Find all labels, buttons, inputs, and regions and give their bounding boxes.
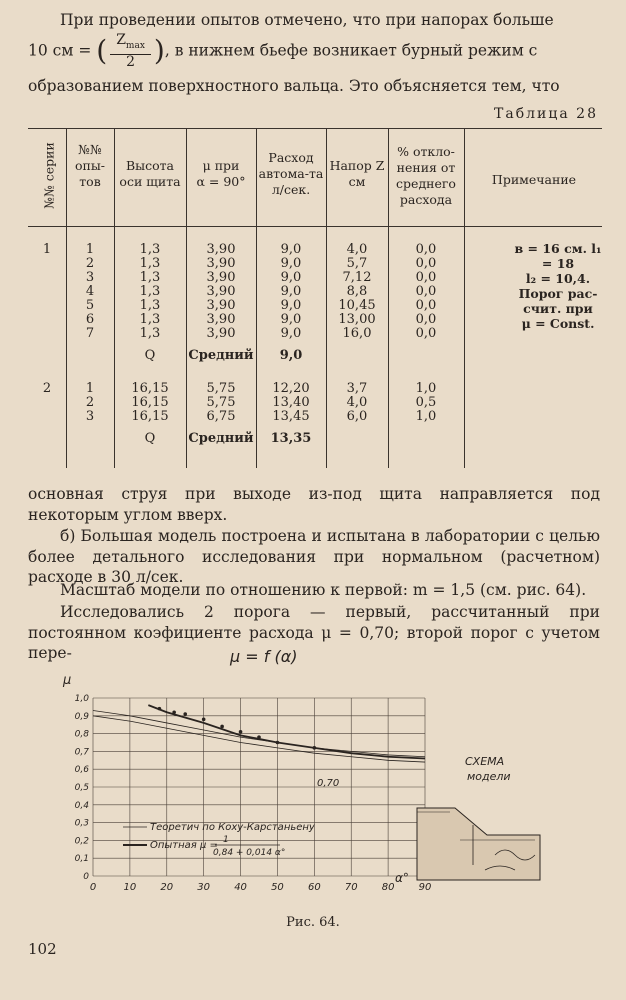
series-1-avg-value <box>258 349 324 363</box>
series-1-avg-value-text: 9,0 <box>279 348 303 363</box>
row-n: 3 <box>85 409 95 424</box>
y-tick-label: 0,3 <box>74 818 89 829</box>
x-tick-label: 0 <box>89 882 97 893</box>
row-d: 0,0 <box>415 284 437 299</box>
x-tick-label: 70 <box>344 882 358 893</box>
row-h: 1,3 <box>139 312 161 327</box>
header-mu-b: α = 90° <box>196 174 246 189</box>
data-point <box>239 730 243 734</box>
chart-title: μ = f (α) <box>230 647 298 666</box>
row-z: 13,00 <box>338 312 376 327</box>
col-sep-5 <box>326 128 327 468</box>
row-z: 8,8 <box>346 284 368 299</box>
x-tick-label: 90 <box>418 882 432 893</box>
body-paragraph-2: б) Большая модель построена и испытана в лаборатории с целью более детального исследования при нормальном (расчетном) расходе в 30 л/сек. <box>28 527 600 586</box>
row-mu: 3,90 <box>206 242 236 257</box>
x-axis-label: α° <box>395 871 409 885</box>
row-mu: 5,75 <box>206 395 236 410</box>
row-mu: 6,75 <box>206 409 236 424</box>
series-1-q-label: Q <box>144 348 156 363</box>
row-mu: 3,90 <box>206 326 236 341</box>
x-tick-label: 20 <box>160 882 174 893</box>
intro-line-3 <box>28 76 600 97</box>
row-h: 16,15 <box>131 381 169 396</box>
row-q: 13,45 <box>272 409 310 424</box>
x-tick-label: 10 <box>123 882 137 893</box>
row-d: 0,5 <box>415 395 437 410</box>
series-1-avg-label-text: Средний <box>188 348 254 363</box>
note-line-1: в = 16 см. l₁ = 18 <box>514 241 602 271</box>
x-tick-label: 60 <box>307 882 321 893</box>
row-mu: 3,90 <box>206 284 236 299</box>
row-mu: 3,90 <box>206 312 236 327</box>
row-n: 3 <box>85 270 95 285</box>
z-max-fraction <box>110 33 151 70</box>
row-h: 1,3 <box>139 256 161 271</box>
row-q: 12,20 <box>272 381 310 396</box>
y-tick-label: 0,6 <box>74 765 89 776</box>
col-sep-3 <box>186 128 187 468</box>
body-paragraph-3: Масштаб модели по отношению к первой: m = 1,5 (см. рис. 64). <box>60 581 587 599</box>
data-point <box>276 741 280 745</box>
row-z: 4,0 <box>346 242 368 257</box>
left-paren: ( <box>96 34 108 68</box>
frac-num: Z <box>116 32 126 48</box>
row-d: 0,0 <box>415 298 437 313</box>
row-h: 1,3 <box>139 298 161 313</box>
row-mu: 3,90 <box>206 256 236 271</box>
series-2-avg-label <box>188 432 254 446</box>
row-n: 6 <box>85 312 95 327</box>
legend-exp-num: 1 <box>223 835 229 845</box>
data-point <box>183 712 187 716</box>
row-d: 0,0 <box>415 242 437 257</box>
x-tick-label: 80 <box>381 882 395 893</box>
row-z: 3,7 <box>346 381 368 396</box>
series-line-3 <box>148 705 425 758</box>
col-sep-7 <box>464 128 465 468</box>
row-d: 0,0 <box>415 326 437 341</box>
data-point <box>172 710 176 714</box>
row-d: 0,0 <box>415 256 437 271</box>
y-tick-label: 0,4 <box>74 800 89 811</box>
row-h: 1,3 <box>139 284 161 299</box>
row-n: 5 <box>85 298 95 313</box>
row-h: 16,15 <box>131 409 169 424</box>
intro-line-2 <box>28 33 600 77</box>
header-note: Примечание <box>491 172 577 187</box>
data-point <box>220 725 224 729</box>
y-tick-label: 0,5 <box>74 783 89 793</box>
point-label-070: 0,70 <box>317 778 340 789</box>
y-tick-label: 0,1 <box>74 854 89 865</box>
frac-den: 2 <box>126 53 135 70</box>
row-q: 9,0 <box>280 270 302 285</box>
row-n: 7 <box>85 326 95 341</box>
intro-line-2-suffix: , в нижнем бьефе возникает бурный режим с <box>164 41 538 60</box>
y-axis-label: μ <box>63 673 72 688</box>
row-h: 16,15 <box>131 395 169 410</box>
schema-label-2: модели <box>467 770 511 783</box>
mu-alpha-chart <box>55 640 575 910</box>
header-flow: Расход автома-та л/сек. <box>258 150 324 197</box>
intro-line-3-text: образованием поверхностного вальца. Это объясняется тем, что <box>28 77 560 95</box>
table-note <box>508 241 608 331</box>
header-mu <box>188 158 254 190</box>
row-mu: 3,90 <box>206 298 236 313</box>
row-z: 4,0 <box>346 395 368 410</box>
header-trial: №№ опы-тов <box>74 142 106 189</box>
y-tick-label: 1,0 <box>74 694 89 704</box>
figure-64 <box>55 640 575 910</box>
frac-num-sub: max <box>125 40 145 51</box>
schema-body <box>417 808 540 880</box>
row-h: 1,3 <box>139 326 161 341</box>
row-q: 9,0 <box>280 326 302 341</box>
table-label: Таблица 28 <box>494 106 598 122</box>
row-n: 2 <box>85 256 95 271</box>
header-series: №№ серии <box>41 142 57 209</box>
series-2-avg-value-text: 13,35 <box>270 431 312 446</box>
row-d: 0,0 <box>415 312 437 327</box>
row-mu: 5,75 <box>206 381 236 396</box>
series-2-q-label: Q <box>144 431 156 446</box>
y-tick-label: 0,9 <box>74 711 89 722</box>
row-q: 9,0 <box>280 242 302 257</box>
row-q: 13,40 <box>272 395 310 410</box>
col-sep-2 <box>114 128 115 468</box>
schema-label-1: СХЕМА <box>465 755 505 768</box>
schema-model-drawing <box>417 808 540 880</box>
legend-exp-prefix: Опытная μ = <box>150 840 218 851</box>
y-tick-label: 0 <box>83 872 89 882</box>
row-h: 1,3 <box>139 242 161 257</box>
row-n: 1 <box>85 242 95 257</box>
col-sep-6 <box>388 128 389 468</box>
header-deviation: % откло-нения от среднего расхода <box>396 144 456 207</box>
row-q: 9,0 <box>280 312 302 327</box>
page-number: 102 <box>28 940 57 958</box>
x-tick-label: 50 <box>271 882 284 893</box>
data-table <box>28 128 602 473</box>
row-d: 1,0 <box>415 381 437 396</box>
intro-line-1 <box>28 10 600 31</box>
series-2-avg-value <box>258 432 324 446</box>
y-tick-label: 0,2 <box>74 836 89 847</box>
y-tick-label: 0,8 <box>74 729 89 740</box>
body-paragraph-4: Исследовались 2 порога — первый, рассчитанный при постоянном коэфициенте расхода μ = 0,70; второй порог с учетом пере- <box>28 603 600 662</box>
intro-line-2-prefix: 10 см = <box>28 41 92 60</box>
row-mu: 3,90 <box>206 270 236 285</box>
row-q: 9,0 <box>280 298 302 313</box>
row-z: 5,7 <box>346 256 368 271</box>
row-z: 6,0 <box>346 409 368 424</box>
col-sep-4 <box>256 128 257 468</box>
right-paren: ) <box>153 34 165 68</box>
y-tick-label: 0,7 <box>74 747 89 758</box>
data-point <box>158 707 162 711</box>
header-height: Высота оси щита <box>119 158 181 189</box>
data-point <box>257 735 261 739</box>
row-q: 9,0 <box>280 284 302 299</box>
note-line-3: счит. при <box>523 301 593 316</box>
series-2-id: 2 <box>42 381 52 396</box>
note-line-2: l₂ = 10,4. Порог рас- <box>518 271 598 301</box>
x-tick-labels <box>90 882 432 893</box>
legend-exp-den: 0,84 + 0,014 α° <box>213 848 286 858</box>
data-point <box>202 718 206 722</box>
intro-line-1-text: При проведении опытов отмечено, что при напорах больше <box>60 11 554 29</box>
header-head: Напор Z см <box>329 158 385 189</box>
row-d: 0,0 <box>415 270 437 285</box>
series-2-avg-label-text: Средний <box>188 431 254 446</box>
chart-points <box>158 707 317 750</box>
series-1-id: 1 <box>42 242 52 257</box>
note-line-4: μ = Const. <box>521 316 595 331</box>
row-q: 9,0 <box>280 256 302 271</box>
x-tick-label: 40 <box>234 882 247 893</box>
row-n: 2 <box>85 395 95 410</box>
figure-caption: Рис. 64. <box>286 915 340 930</box>
header-mu-a: μ при <box>202 158 240 173</box>
y-tick-labels <box>75 694 90 882</box>
x-tick-label: 30 <box>197 882 211 893</box>
series-1-avg-label <box>188 349 254 363</box>
row-z: 10,45 <box>338 298 376 313</box>
row-z: 7,12 <box>342 270 372 285</box>
data-point <box>313 746 317 750</box>
row-n: 4 <box>85 284 95 299</box>
row-d: 1,0 <box>415 409 437 424</box>
col-sep-1 <box>66 128 67 468</box>
row-n: 1 <box>85 381 95 396</box>
body-paragraph-1: основная струя при выходе из-под щита направляется под некоторым углом вверх. <box>28 485 600 524</box>
legend-theory: Теоретич по Коху-Карстаньену <box>150 822 315 833</box>
row-h: 1,3 <box>139 270 161 285</box>
row-z: 16,0 <box>342 326 372 341</box>
